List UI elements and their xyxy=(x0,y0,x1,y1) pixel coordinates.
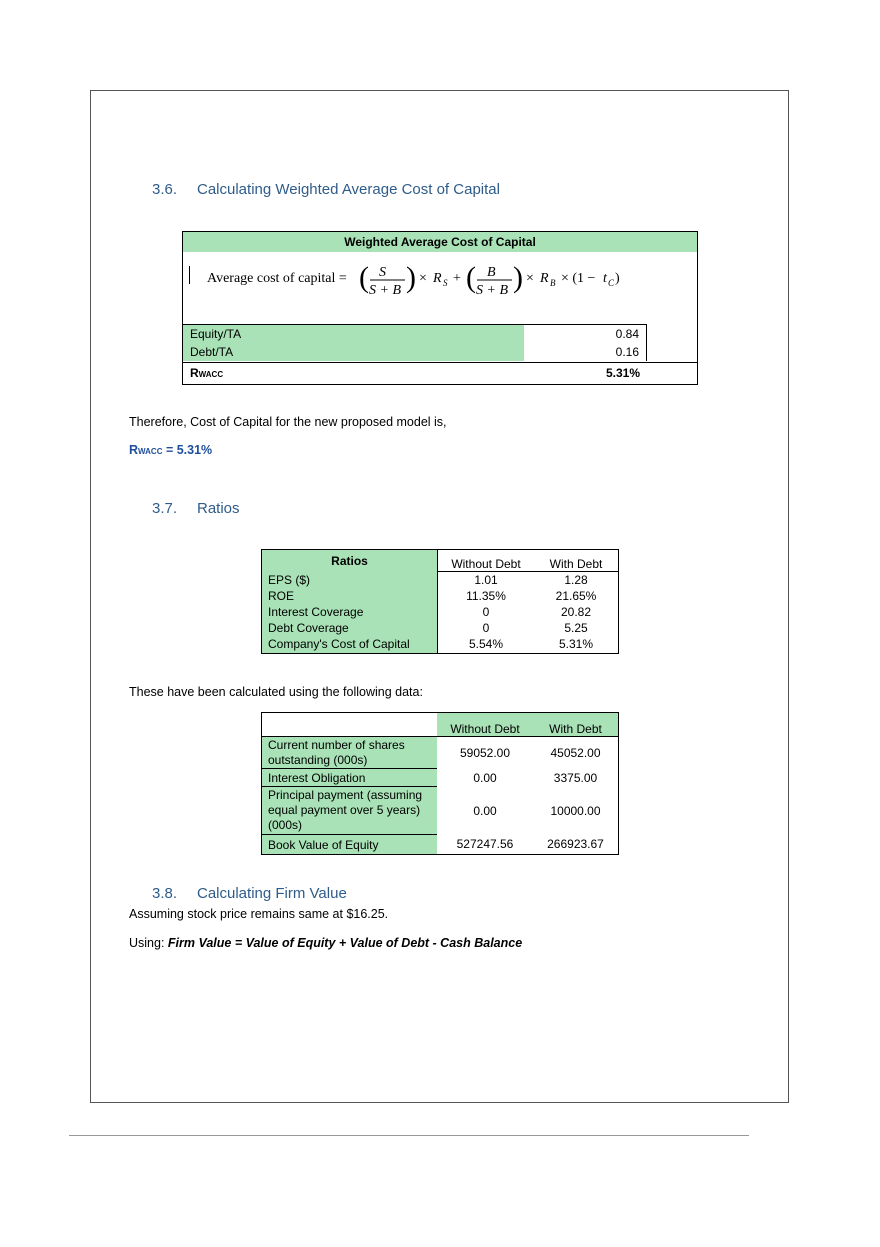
table-row xyxy=(262,835,619,855)
svg-text:t: t xyxy=(603,271,607,286)
wacc-box-title: Weighted Average Cost of Capital xyxy=(183,232,697,252)
table-cell: 5.54% xyxy=(438,636,535,654)
table-cell: 1.28 xyxy=(534,572,619,588)
using-label: Using: xyxy=(129,936,168,950)
wacc-formula-image xyxy=(207,260,627,300)
svg-text:Average cost of capital =: Average cost of capital = xyxy=(207,271,347,286)
section-number: 3.6. xyxy=(152,181,178,198)
table-cell: Interest Coverage xyxy=(262,604,438,620)
svg-text:(: ( xyxy=(466,261,476,294)
header-cell: With Debt xyxy=(533,713,619,737)
wacc-formula xyxy=(189,260,689,298)
table-header-row xyxy=(262,550,619,572)
svg-text:+: + xyxy=(453,271,461,286)
rwacc-sub: WACC xyxy=(138,447,163,456)
wacc-row-label: Debt/TA xyxy=(183,343,524,361)
table-cell: Company's Cost of Capital xyxy=(262,636,438,654)
table-cell: Book Value of Equity xyxy=(262,835,438,855)
table-cell: 0.00 xyxy=(473,803,497,818)
svg-text:×: × xyxy=(526,271,534,286)
stock-price-text: Assuming stock price remains same at $16.25. xyxy=(129,907,389,921)
section-number: 3.8. xyxy=(152,885,178,902)
footer-rule xyxy=(69,1135,749,1136)
therefore-text: Therefore, Cost of Capital for the new proposed model is, xyxy=(129,415,447,429)
section-title: Calculating Firm Value xyxy=(197,885,347,902)
text-cursor xyxy=(189,266,190,284)
header-cell: Without Debt xyxy=(437,713,533,737)
rwacc-result-line xyxy=(129,443,212,457)
header-cell: Without Debt xyxy=(438,550,535,572)
rwacc-value: = 5.31% xyxy=(162,443,213,457)
table-cell: Current number of shares outstanding (000s) xyxy=(262,737,438,769)
section-number: 3.7. xyxy=(152,500,178,517)
svg-text:× (1 −: × (1 − xyxy=(561,271,596,286)
svg-text:B: B xyxy=(550,278,556,288)
svg-text:): ) xyxy=(615,271,620,286)
rwacc-main: R xyxy=(129,443,139,457)
table-cell: 0 xyxy=(438,604,535,620)
firm-value-formula: Firm Value = Value of Equity + Value of Debt - Cash Balance xyxy=(167,936,523,950)
table-cell: 45052.00 xyxy=(533,737,619,769)
table-cell: Interest Obligation xyxy=(262,769,438,787)
table-cell: 527247.56 xyxy=(437,835,533,855)
section-title: Calculating Weighted Average Cost of Capital xyxy=(197,181,500,198)
table-row xyxy=(262,604,619,620)
svg-text:C: C xyxy=(608,278,615,288)
svg-text:×: × xyxy=(419,271,427,286)
data-table xyxy=(261,712,619,855)
table-cell: Debt Coverage xyxy=(262,620,438,636)
svg-text:(: ( xyxy=(359,261,369,294)
wacc-result-row xyxy=(183,363,697,384)
wacc-result-value: 5.31% xyxy=(605,366,640,380)
wacc-result-label-sub: WACC xyxy=(198,370,224,379)
wacc-row-value: 0.84 xyxy=(524,325,647,343)
table-row xyxy=(262,737,619,769)
wacc-result-label xyxy=(190,363,223,385)
table-cell: 266923.67 xyxy=(533,835,619,855)
table-cell: 0.00 xyxy=(473,770,497,785)
table-header-row xyxy=(262,713,619,737)
section-heading-3-6 xyxy=(152,181,500,198)
svg-text:): ) xyxy=(406,261,416,294)
table-row xyxy=(262,787,619,835)
svg-text:R: R xyxy=(433,271,442,286)
table-row xyxy=(262,588,619,604)
table-row xyxy=(262,620,619,636)
section-title: Ratios xyxy=(197,500,240,517)
table-cell: 3375.00 xyxy=(533,769,619,787)
wacc-row-value: 0.16 xyxy=(524,343,647,361)
svg-text:S + B: S + B xyxy=(369,283,401,298)
table-cell: 10000.00 xyxy=(533,787,619,835)
svg-text:S + B: S + B xyxy=(476,283,508,298)
table-row xyxy=(262,572,619,588)
table-cell: 5.31% xyxy=(534,636,619,654)
table-cell: Principal payment (assuming equal payment over 5 years) (000s) xyxy=(262,787,438,835)
table-cell: 1.01 xyxy=(438,572,535,588)
table-cell: 20.82 xyxy=(534,604,619,620)
table-cell: 0 xyxy=(438,620,535,636)
table-cell: 59052.00 xyxy=(437,737,533,769)
svg-text:R: R xyxy=(540,271,549,286)
svg-text:S: S xyxy=(379,265,386,280)
header-cell xyxy=(262,713,438,737)
firm-value-line xyxy=(129,936,522,950)
table-cell: 11.35% xyxy=(438,588,535,604)
header-cell: Ratios xyxy=(262,550,438,572)
table-row xyxy=(262,769,619,787)
table-cell: EPS ($) xyxy=(262,572,438,588)
svg-text:): ) xyxy=(513,261,523,294)
svg-text:B: B xyxy=(487,265,496,280)
wacc-box xyxy=(182,231,698,385)
svg-text:S: S xyxy=(443,278,448,288)
table-cell: ROE xyxy=(262,588,438,604)
table-cell: 5.25 xyxy=(534,620,619,636)
table-row xyxy=(262,636,619,654)
section-heading-3-8 xyxy=(152,885,347,902)
data-intro-text: These have been calculated using the following data: xyxy=(129,685,423,699)
header-cell: With Debt xyxy=(534,550,619,572)
section-heading-3-7 xyxy=(152,500,240,517)
ratios-table xyxy=(261,549,619,654)
table-cell: 21.65% xyxy=(534,588,619,604)
wacc-row-label: Equity/TA xyxy=(183,325,524,343)
wacc-result-label-main: R xyxy=(190,366,199,380)
